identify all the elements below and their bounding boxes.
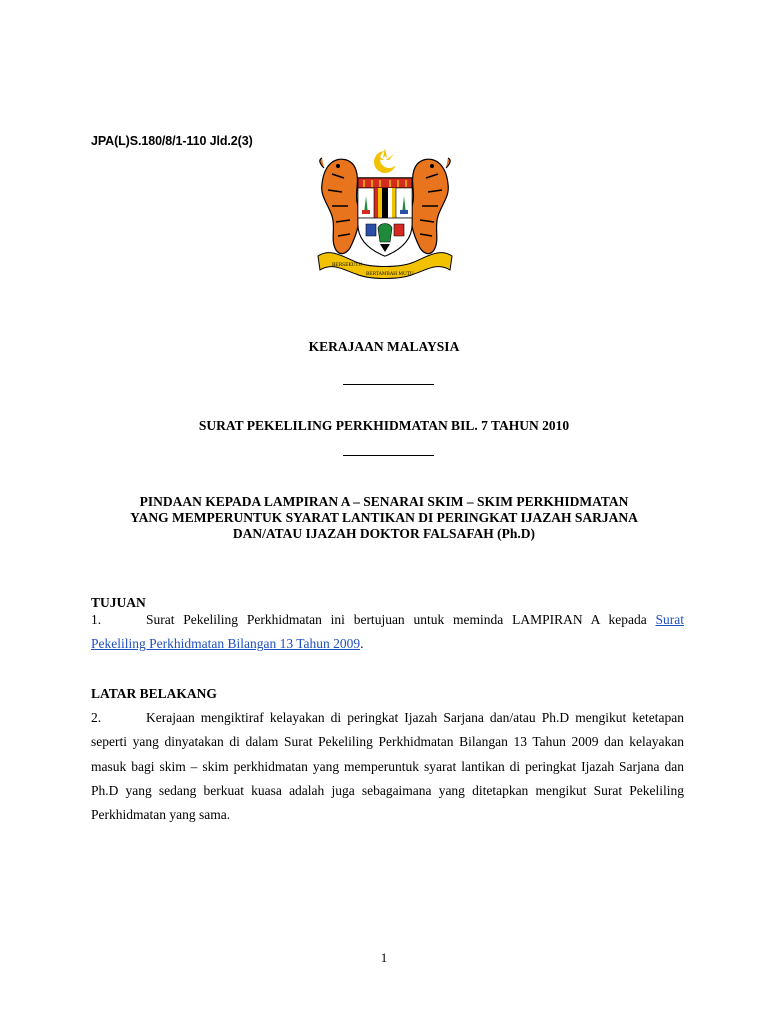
government-name: KERAJAAN MALAYSIA <box>308 339 460 354</box>
divider-rule <box>343 455 434 456</box>
shield-icon <box>358 178 412 256</box>
subject-line: YANG MEMPERUNTUK SYARAT LANTIKAN DI PERINGKAT IJAZAH SARJANA <box>130 510 638 525</box>
paragraph-number: 1. <box>91 612 102 627</box>
divider-rule <box>343 384 434 385</box>
crescent-star-icon <box>374 148 398 173</box>
left-tiger-icon <box>320 158 359 254</box>
subject-line: PINDAAN KEPADA LAMPIRAN A – SENARAI SKIM – SKIM PERKHIDMATAN <box>139 494 629 509</box>
section-title-purpose: TUJUAN <box>91 595 146 610</box>
paragraph-number: 2. <box>91 710 102 725</box>
subject-line: DAN/ATAU IJAZAH DOKTOR FALSAFAH (Ph.D) <box>232 526 536 541</box>
reference-number: JPA(L)S.180/8/1-110 Jld.2(3) <box>91 134 253 148</box>
circular-title: SURAT PEKELILING PERKHIDMATAN BIL. 7 TAHUN 2010 <box>198 418 570 433</box>
paragraph-text: Surat Pekeliling Perkhidmatan ini bertujuan untuk meminda LAMPIRAN A kepada <box>146 612 656 627</box>
motto-left: BERSEKUTU <box>332 263 363 268</box>
paragraph-text: Kerajaan mengiktiraf kelayakan di peringkat Ijazah Sarjana dan/atau Ph.D mengikut ketetapan seperti yang dinyatakan di dalam Surat Pekeliling Perkhidmatan Bilangan 13 Tahun 2009 dan kelayakan masuk bagi skim – skim perkhidmatan yang memperuntuk syarat lantikan di peringkat Ijazah Sarjana dan Ph.D yang sedang berkuat kuasa adalah juga sebagaimana yang ditetapkan mengikut Surat Pekeliling Perkhidmatan yang sama. <box>91 710 684 823</box>
circular-link[interactable]: Surat Pekeliling Perkhidmatan Bilangan 13 Tahun 2009 <box>91 612 684 652</box>
page-number: 1 <box>380 950 388 965</box>
malaysia-coat-of-arms-icon <box>310 144 460 284</box>
motto-right: BERTAMBAH MUTU <box>366 272 414 277</box>
right-tiger-icon <box>411 158 450 254</box>
paragraph-background <box>91 706 684 827</box>
section-title-background: LATAR BELAKANG <box>91 686 217 701</box>
paragraph-text-end: . <box>360 636 364 652</box>
subject-heading <box>0 494 768 542</box>
paragraph-purpose <box>91 608 684 657</box>
